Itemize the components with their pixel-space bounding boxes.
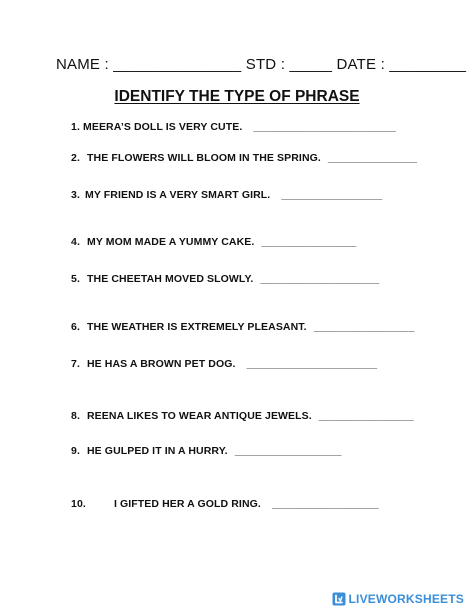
question-text: THE FLOWERS WILL BLOOM IN THE SPRING. — [87, 152, 321, 164]
question-2 — [71, 152, 417, 164]
question-4 — [71, 236, 356, 248]
question-number: 8. — [71, 410, 80, 422]
question-text: MEERA’S DOLL IS VERY CUTE. — [83, 121, 243, 133]
question-8 — [71, 410, 414, 422]
question-text: MY FRIEND IS A VERY SMART GIRL. — [85, 189, 271, 201]
question-number: 9. — [71, 445, 80, 457]
question-10 — [71, 498, 379, 510]
question-text: HE HAS A BROWN PET DOG. — [87, 358, 236, 370]
question-text: THE WEATHER IS EXTREMELY PLEASANT. — [87, 321, 307, 333]
answer-blank[interactable]: _________________ — [313, 321, 415, 333]
question-1 — [71, 121, 396, 133]
question-number: 2. — [71, 152, 80, 164]
question-number: 10. — [71, 498, 86, 510]
logo-text: LIVEWORKSHEETS — [348, 592, 464, 606]
question-text: THE CHEETAH MOVED SLOWLY. — [87, 273, 254, 285]
student-info-line: NAME : _______________ STD : _____ DATE : _________ — [56, 56, 467, 73]
liveworksheets-logo — [332, 591, 464, 607]
answer-blank[interactable]: ______________________ — [246, 358, 378, 370]
question-number: 5. — [71, 273, 80, 285]
answer-blank[interactable]: ________________ — [261, 236, 357, 248]
question-6 — [71, 321, 415, 333]
question-text: MY MOM MADE A YUMMY CAKE. — [87, 236, 255, 248]
question-number: 1. — [71, 121, 80, 133]
answer-blank[interactable]: ____________________ — [260, 273, 380, 285]
answer-blank[interactable]: __________________ — [234, 445, 342, 457]
worksheet-title: IDENTIFY THE TYPE OF PHRASE — [114, 88, 360, 105]
question-text: HE GULPED IT IN A HURRY. — [87, 445, 228, 457]
question-3 — [71, 189, 382, 201]
liveworksheets-logo-icon — [332, 592, 346, 606]
question-text: I GIFTED HER A GOLD RING. — [113, 498, 261, 510]
answer-blank[interactable]: ________________ — [318, 410, 414, 422]
question-text: REENA LIKES TO WEAR ANTIQUE JEWELS. — [87, 410, 312, 422]
answer-blank[interactable]: __________________ — [271, 498, 379, 510]
question-5 — [71, 273, 379, 285]
question-number: 4. — [71, 236, 80, 248]
question-number: 3. — [71, 189, 80, 201]
answer-blank[interactable]: ________________________ — [253, 121, 396, 133]
answer-blank[interactable]: _________________ — [281, 189, 383, 201]
answer-blank[interactable]: _______________ — [327, 152, 418, 164]
question-number: 7. — [71, 358, 80, 370]
question-number: 6. — [71, 321, 80, 333]
question-9 — [71, 445, 342, 457]
question-7 — [71, 358, 377, 370]
